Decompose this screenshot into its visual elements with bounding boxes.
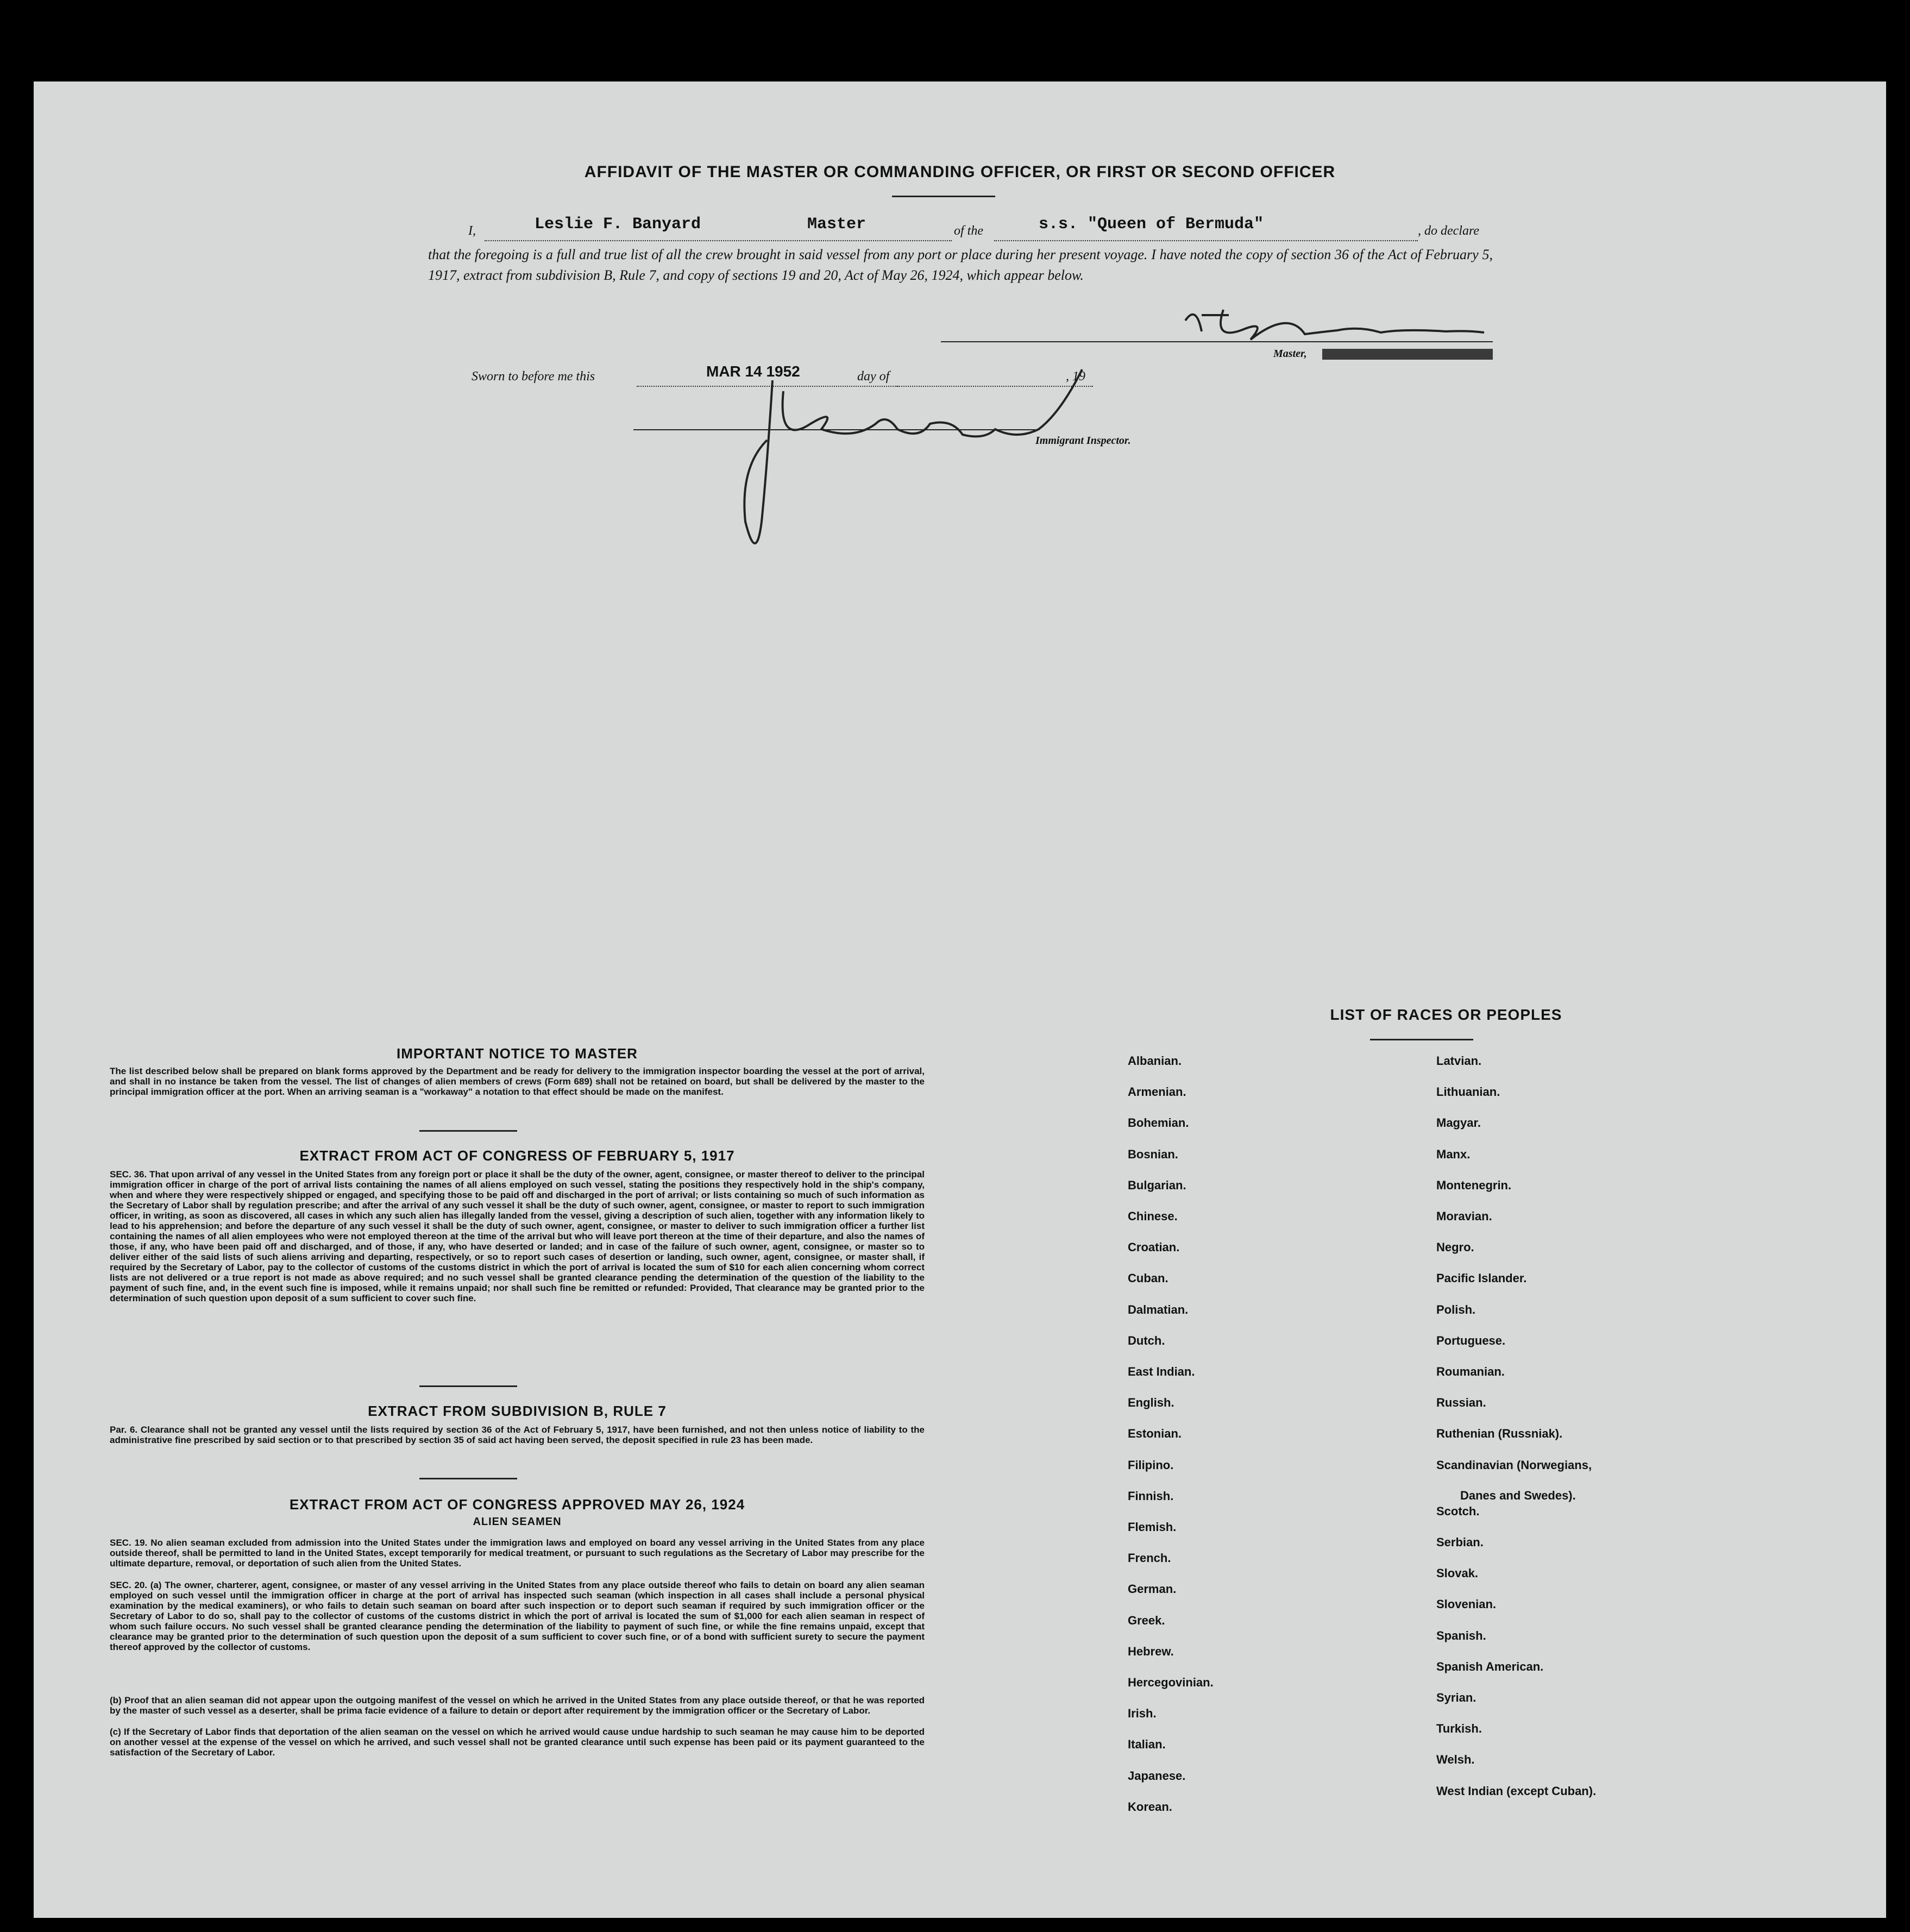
vessel-name: s.s. "Queen of Bermuda" — [1039, 215, 1264, 234]
i-label: I, — [468, 224, 476, 238]
race-item: Albanian. — [1128, 1054, 1182, 1068]
document-page — [34, 81, 1886, 1918]
rule7-title: EXTRACT FROM SUBDIVISION B, RULE 7 — [368, 1403, 667, 1419]
rank: Master — [807, 215, 866, 234]
extract-1917-text: SEC. 36. That upon arrival of any vessel in the United States from any foreign port or place it shall be the duty of the owner, agent, consignee, or master thereof to deliver to the principal immigration officer in charge of the port of arrival lists containing the names of all aliens employed on such vessel, stating the positions they respectively hold in the ship's company, when and where they were respectively shipped or engaged, and specifying those to be paid off and discharged in the port of arrival; or lists containing so much of such information as the Secretary of Labor shall by regulation prescribe; and after the arrival of any such vessel it shall be the duty of such owner, agent, consignee, or master to report to such immigration officer, in writing, as soon as discovered, all cases in which any such alien has illegally landed from the vessel, giving a description of such alien, together with any information likely to lead to his apprehension; and before the departure of any such vessel it shall be the duty of such owner, agent, consignee, or master to deliver to such immigration officer a further list containing the names of all alien employees who were not employed thereon at the time of the arrival but who will leave port thereon at the time of their departure, and also the names of those, if any, who have been paid off and discharged, and of those, if any, who have deserted or landed; and in case of the failure of such owner, agent, consignee, or master so to deliver either of the said lists of such aliens arriving and departing, respectively, or so to report such cases of desertion or landing, such owner, agent, consignee, or master shall, if required by the Secretary of Labor, pay to the collector of customs of the customs district in which the port of arrival is located the sum of $10 for each alien concerning whom correct lists are not delivered or a true report is not made as above required; and no such vessel shall be granted clearance pending the determination of the question of the liability to the payment of such fine, and, in the event such fine is imposed, while it remains unpaid; nor shall such fine be remitted or refunded: Provided, That clearance may be granted prior to the determination of such question upon deposit of a sum sufficient to cover such fine. — [110, 1169, 925, 1303]
race-item: Slovak. — [1436, 1566, 1479, 1580]
inspector-label: Immigrant Inspector. — [1035, 435, 1131, 447]
race-item: French. — [1128, 1551, 1171, 1565]
race-item: Filipino. — [1128, 1458, 1174, 1472]
race-item: Irish. — [1128, 1707, 1157, 1721]
sec19-text: SEC. 19. No alien seaman excluded from admission into the United States under the immigration laws and employed on board any vessel arriving in the United States from any place outside thereof, shall be permitted to land in the United States, except temporarily for medical treatment, or pursuant to such regulations as the Secretary of Labor may prescribe for the ultimate departure, removal, or deportation of such alien from the United States. — [110, 1538, 925, 1569]
name-line — [485, 239, 952, 241]
race-item: Scandinavian (Norwegians, — [1436, 1458, 1592, 1472]
master-signature — [1164, 299, 1490, 348]
race-item: German. — [1128, 1582, 1177, 1596]
race-item: Negro. — [1436, 1240, 1474, 1254]
race-item: Russian. — [1436, 1396, 1486, 1410]
divider — [419, 1385, 517, 1387]
race-item: Estonian. — [1128, 1427, 1182, 1441]
race-item: Greek. — [1128, 1613, 1165, 1627]
race-item: Korean. — [1128, 1799, 1172, 1814]
vessel-line — [994, 239, 1418, 241]
race-item: Roumanian. — [1436, 1365, 1505, 1378]
declare-label: , do declare — [1418, 224, 1480, 238]
year-label: , 19 — [1066, 369, 1085, 384]
rule7-text: Par. 6. Clearance shall not be granted any vessel until the lists required by section 36 of the Act of February 5, 1917, have been furnished, and not then unless notice of liability to the administrative fine prescribed by said section or to that prescribed by section 35 of said act having been served, the deposit specified in rule 23 has been made. — [110, 1425, 925, 1445]
races-title: LIST OF RACES OR PEOPLES — [1330, 1006, 1562, 1023]
race-item: Serbian. — [1436, 1535, 1484, 1549]
race-item: Slovenian. — [1436, 1597, 1497, 1611]
of-the-label: of the — [954, 224, 983, 238]
sec20c-text: (c) If the Secretary of Labor finds that deportation of the alien seaman on the vessel on which he arrived would cause undue hardship to such seaman he may cause him to be deported on another vessel at the expense of the vessel on which he arrived, and such vessel shall not be granted clearance until such expense has been paid or its payment guaranteed to the satisfaction of the Secretary of Labor. — [110, 1727, 925, 1758]
inspector-signature — [713, 359, 1093, 565]
race-item: Syrian. — [1436, 1691, 1477, 1704]
race-item: Ruthenian (Russniak). — [1436, 1427, 1563, 1441]
affidavit-title: AFFIDAVIT OF THE MASTER OR COMMANDING OFFICER, OR FIRST OR SECOND OFFICER — [584, 163, 1336, 181]
race-item: Magyar. — [1436, 1116, 1481, 1130]
race-item: Latvian. — [1436, 1054, 1482, 1068]
extract-1917-title: EXTRACT FROM ACT OF CONGRESS OF FEBRUARY 5, 1917 — [299, 1147, 735, 1164]
race-item: Welsh. — [1436, 1753, 1475, 1767]
race-item: Armenian. — [1128, 1085, 1186, 1099]
race-item: East Indian. — [1128, 1365, 1195, 1378]
race-item: Spanish. — [1436, 1628, 1486, 1642]
race-item: Dutch. — [1128, 1333, 1165, 1347]
race-item: Japanese. — [1128, 1768, 1186, 1783]
race-item: Bulgarian. — [1128, 1178, 1186, 1192]
struck-title — [1322, 349, 1493, 360]
master-name: Leslie F. Banyard — [535, 215, 701, 234]
race-item: Dalmatian. — [1128, 1302, 1189, 1316]
race-item: Manx. — [1436, 1147, 1471, 1161]
divider — [419, 1478, 517, 1479]
race-item: Spanish American. — [1436, 1659, 1544, 1673]
race-item: Polish. — [1436, 1302, 1476, 1316]
race-item: Chinese. — [1128, 1209, 1178, 1223]
race-item: Bohemian. — [1128, 1116, 1189, 1130]
divider — [419, 1130, 517, 1132]
sec20a-text: SEC. 20. (a) The owner, charterer, agent, consignee, or master of any vessel arriving in the United States from any place outside thereof who fails to detain on board any alien seaman employed on such vessel until the immigration officer in charge at the port of arrival has inspected such seaman (which inspection in all cases shall include a personal physical examination by the medical examiners), or who fails to detain such seaman on board after such inspection or to deport such seaman if required by such immigration officer or the Secretary of Labor to do so, shall pay to the collector of customs of the customs district in which the port of arrival is located the sum of $1,000 for each alien seaman in respect of whom such failure occurs. No such vessel shall be granted clearance pending the determination of the liability to payment of such fine, or while the fine remains unpaid, except that clearance may be granted prior to the determination of such question upon the deposit of a sum sufficient to cover such fine, or of a bond with sufficient surety to secure the payment thereof approved by the collector of customs. — [110, 1580, 925, 1652]
race-item: English. — [1128, 1396, 1174, 1410]
extract-1924-title: EXTRACT FROM ACT OF CONGRESS APPROVED MAY 26, 1924 — [289, 1496, 745, 1513]
master-label: Master, — [1273, 348, 1307, 360]
notice-text: The list described below shall be prepared on blank forms approved by the Department and be ready for delivery to the immigration inspector boarding the vessel at the port of arrival, and shall in no instance be taken from the vessel. The list of changes of alien members of crews (Form 689) shall not be retained on board, but shall be delivered by the master to the principal immigration officer at the port. When an arriving seaman is a "workaway" a notation to that effect should be made on the manifest. — [110, 1066, 925, 1097]
sworn-date-stamp: MAR 14 1952 — [706, 363, 800, 380]
race-item: Bosnian. — [1128, 1147, 1178, 1161]
race-item: Turkish. — [1436, 1722, 1482, 1736]
alien-seamen-subtitle: ALIEN SEAMEN — [473, 1516, 562, 1528]
race-item: Hebrew. — [1128, 1644, 1174, 1658]
race-item: Danes and Swedes). — [1460, 1488, 1576, 1502]
race-item: Finnish. — [1128, 1489, 1174, 1503]
title-divider — [892, 196, 995, 197]
race-item: Portuguese. — [1436, 1333, 1506, 1347]
race-item: West Indian (except Cuban). — [1436, 1784, 1597, 1798]
race-item: Italian. — [1128, 1737, 1166, 1752]
affidavit-body: that the foregoing is a full and true list of all the crew brought in said vessel from any port or place during her present voyage. I have noted the copy of section 36 of the Act of February 5, 1917, extract from subdivision B, Rule 7, and copy of sections 19 and 20, Act of May 26, 1924, which appear below. — [428, 247, 1493, 283]
race-item: Lithuanian. — [1436, 1085, 1500, 1099]
notice-title: IMPORTANT NOTICE TO MASTER — [397, 1045, 638, 1062]
races-divider — [1370, 1039, 1473, 1040]
race-item: Moravian. — [1436, 1209, 1492, 1223]
race-item: Montenegrin. — [1436, 1178, 1512, 1192]
race-item: Flemish. — [1128, 1520, 1177, 1534]
race-item: Scotch. — [1436, 1504, 1480, 1518]
sworn-label: Sworn to before me this — [472, 369, 595, 384]
sec20b-text: (b) Proof that an alien seaman did not appear upon the outgoing manifest of the vessel on which he arrived in the United States from any place outside thereof, or that he was reported by the master of such vessel as a deserter, shall be prima facie evidence of a failure to detain or deport after requirement by the immigration officer or the Secretary of Labor. — [110, 1695, 925, 1716]
race-item: Croatian. — [1128, 1240, 1180, 1254]
race-item: Hercegovinian. — [1128, 1676, 1214, 1689]
race-item: Cuban. — [1128, 1271, 1168, 1285]
race-item: Pacific Islander. — [1436, 1271, 1527, 1285]
day-of-label: day of — [857, 369, 890, 384]
